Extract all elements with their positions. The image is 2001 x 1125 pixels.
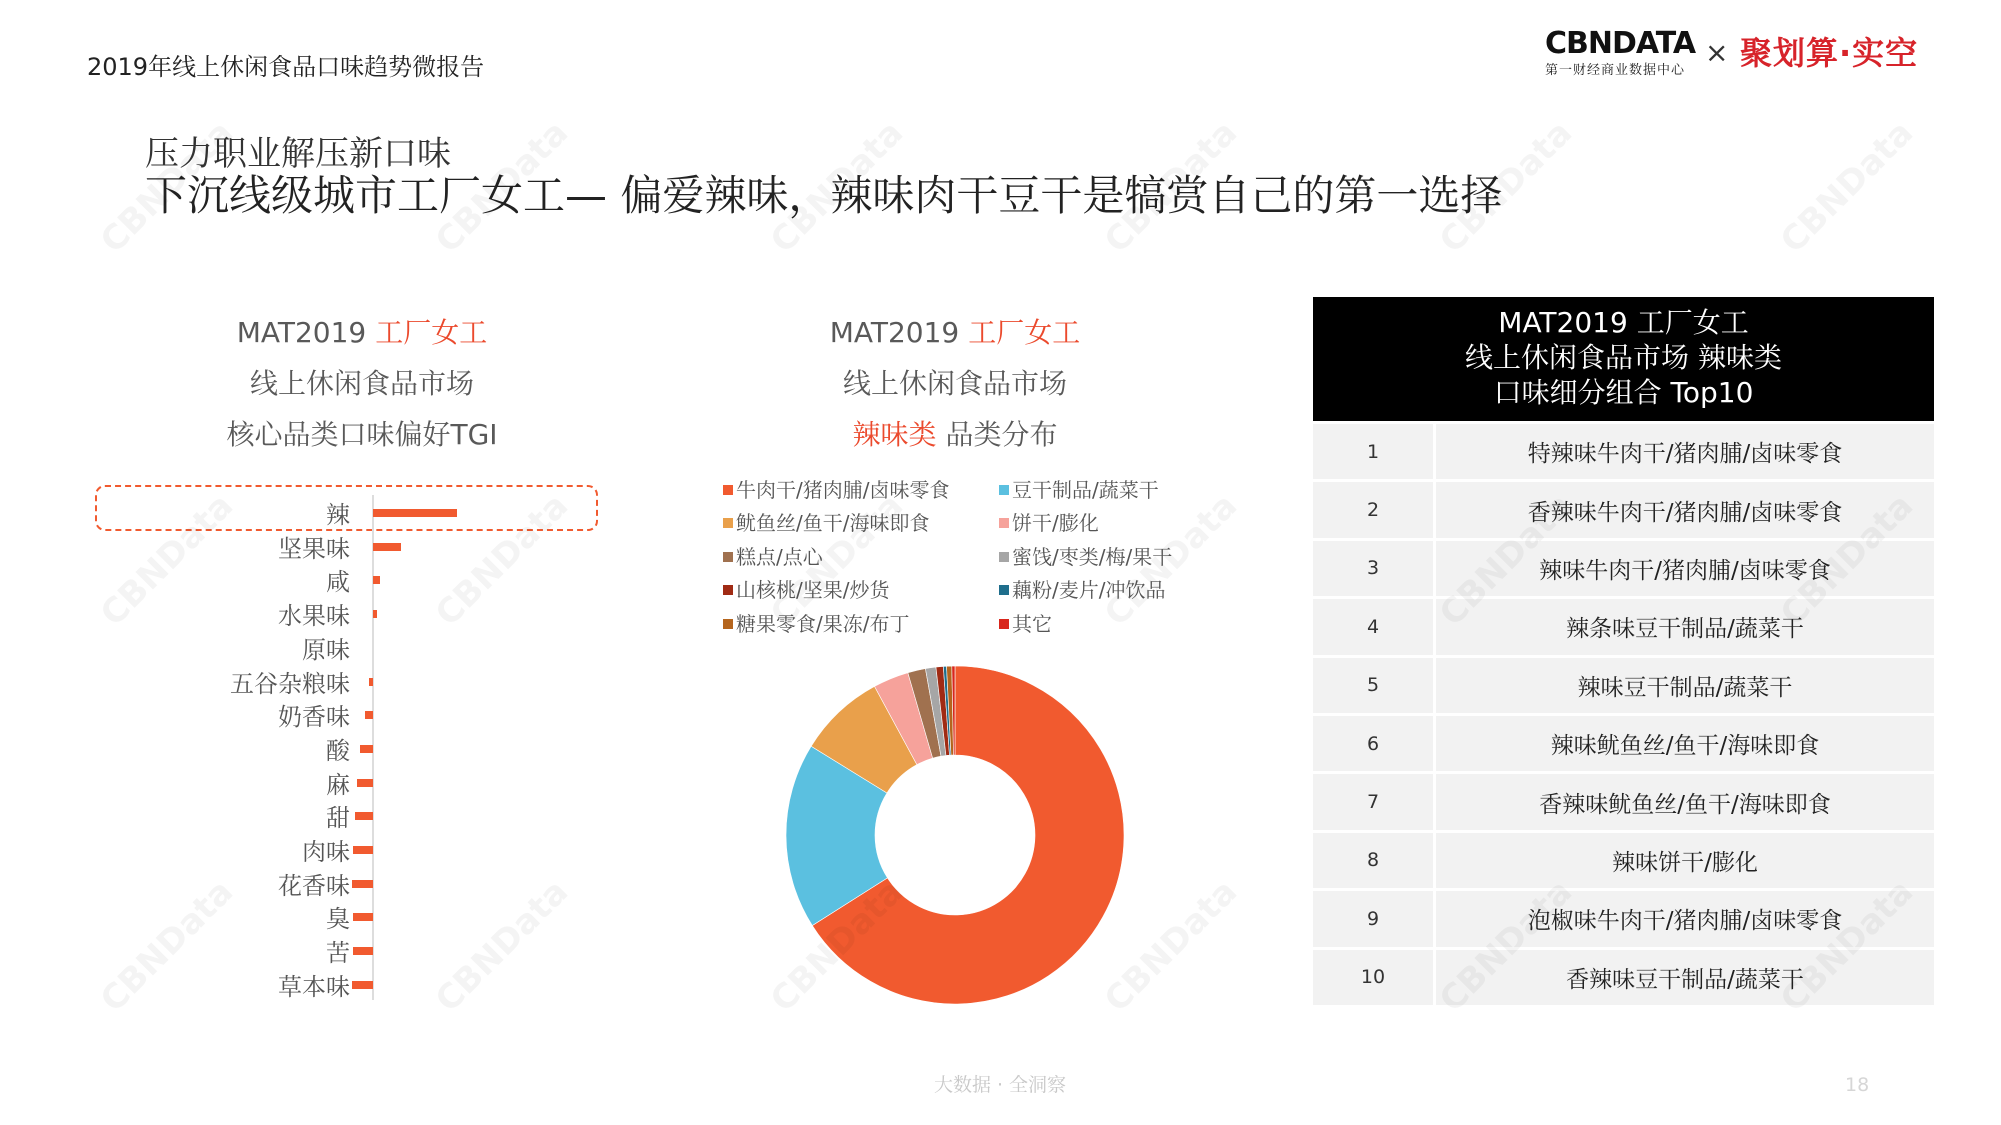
rank-cell: 10 bbox=[1313, 950, 1436, 1005]
legend-item-9 bbox=[723, 607, 999, 641]
legend-item-6 bbox=[999, 540, 1199, 574]
rank-cell: 2 bbox=[1313, 482, 1436, 537]
rank-cell: 9 bbox=[1313, 891, 1436, 946]
table-row bbox=[1313, 538, 1934, 596]
tgi-bar-1 bbox=[373, 509, 457, 517]
legend-swatch-6 bbox=[999, 552, 1009, 562]
item-cell: 辣味饼干/膨化 bbox=[1612, 849, 1758, 876]
item-cell: 辣条味豆干制品/蔬菜干 bbox=[1566, 616, 1804, 643]
watermark bbox=[1773, 113, 1921, 261]
legend-swatch-7 bbox=[723, 585, 733, 595]
rank-cell: 1 bbox=[1313, 424, 1436, 479]
tgi-label-14: 苦 bbox=[326, 939, 350, 968]
legend-item-1 bbox=[723, 473, 999, 507]
donut-legend bbox=[723, 473, 1199, 641]
table-row bbox=[1313, 655, 1934, 713]
table-row bbox=[1313, 888, 1934, 946]
donut-chart bbox=[780, 660, 1130, 1010]
table-row bbox=[1313, 771, 1934, 829]
legend-label-6: 蜜饯/枣类/梅/果干 bbox=[1012, 544, 1173, 569]
item-cell: 香辣味牛肉干/猪肉脯/卤味零食 bbox=[1527, 499, 1843, 526]
heading-kicker: 压力职业解压新口味 bbox=[145, 134, 451, 174]
donut-title-suffix: 品类分布 bbox=[945, 418, 1058, 451]
legend-swatch-3 bbox=[723, 518, 733, 528]
legend-item-8 bbox=[999, 574, 1199, 608]
legend-item-10 bbox=[999, 607, 1199, 641]
table-row bbox=[1313, 421, 1934, 479]
tgi-bar-9 bbox=[357, 779, 372, 787]
cbndata-tagline: 第一财经商业数据中心 bbox=[1545, 63, 1686, 78]
tgi-label-9: 麻 bbox=[326, 770, 350, 799]
tgi-bar-14 bbox=[353, 947, 372, 955]
page-headline: 下沉线级城市工厂女工— 偏爱辣味，辣味肉干豆干是犒赏自己的第一选择 bbox=[145, 171, 1503, 220]
table-row bbox=[1313, 596, 1934, 654]
legend-label-7: 山核桃/坚果/炒货 bbox=[736, 578, 890, 603]
legend-swatch-1 bbox=[723, 485, 733, 495]
legend-item-3 bbox=[723, 507, 999, 541]
tgi-bar-10 bbox=[355, 812, 373, 820]
tgi-label-15: 草本味 bbox=[278, 972, 350, 1001]
item-cell: 泡椒味牛肉干/猪肉脯/卤味零食 bbox=[1527, 908, 1843, 935]
tgi-title-line-1 bbox=[112, 315, 612, 351]
table-row bbox=[1313, 479, 1934, 537]
tgi-label-7: 奶香味 bbox=[278, 703, 350, 732]
rank-cell: 6 bbox=[1313, 716, 1436, 771]
table-row bbox=[1313, 830, 1934, 888]
item-cell: 特辣味牛肉干/猪肉脯/卤味零食 bbox=[1527, 441, 1843, 468]
legend-item-7 bbox=[723, 574, 999, 608]
tgi-bar-4 bbox=[373, 610, 377, 618]
footer-tagline: 大数据 · 全洞察 bbox=[933, 1074, 1067, 1096]
item-cell: 香辣味鱿鱼丝/鱼干/海味即食 bbox=[1539, 791, 1831, 818]
tgi-title-line-2: 线上休闲食品市场 bbox=[249, 367, 474, 400]
donut-title-prefix: MAT2019 bbox=[829, 316, 960, 349]
legend-label-4: 饼干/膨化 bbox=[1012, 511, 1099, 536]
legend-swatch-9 bbox=[723, 619, 733, 629]
tgi-bar-8 bbox=[360, 745, 373, 753]
tgi-label-11: 肉味 bbox=[302, 838, 350, 866]
juhuasuan-logo: 聚划算·实空 bbox=[1740, 34, 1919, 72]
rank-cell: 4 bbox=[1313, 599, 1436, 654]
tgi-label-12: 花香味 bbox=[278, 871, 350, 900]
rank-cell: 5 bbox=[1313, 658, 1436, 713]
tgi-bar-11 bbox=[353, 846, 372, 854]
tgi-bar-chart bbox=[60, 495, 600, 1005]
item-cell: 辣味豆干制品/蔬菜干 bbox=[1577, 674, 1793, 701]
page-number: 18 bbox=[1845, 1074, 1870, 1096]
donut-title-line-3 bbox=[705, 417, 1205, 453]
legend-item-2 bbox=[999, 473, 1199, 507]
tgi-label-1: 辣 bbox=[326, 501, 350, 529]
donut-title-highlight-2: 辣味类 bbox=[852, 418, 937, 451]
legend-swatch-5 bbox=[723, 552, 733, 562]
tgi-title-line-3: 核心品类口味偏好TGI bbox=[226, 418, 498, 451]
tgi-label-3: 咸 bbox=[326, 568, 350, 597]
legend-item-4 bbox=[999, 507, 1199, 541]
tgi-label-6: 五谷杂粮味 bbox=[230, 669, 350, 698]
report-title: 2019年线上休闲食品口味趋势微报告 bbox=[87, 53, 485, 81]
legend-item-5 bbox=[723, 540, 999, 574]
tgi-label-4: 水果味 bbox=[278, 602, 350, 631]
table-header-line-1: MAT2019 工厂女工 bbox=[1498, 306, 1749, 339]
donut-title-line-1 bbox=[705, 315, 1205, 351]
legend-swatch-2 bbox=[999, 485, 1009, 495]
donut-title-highlight: 工厂女工 bbox=[968, 316, 1081, 349]
item-cell: 香辣味豆干制品/蔬菜干 bbox=[1566, 966, 1804, 993]
tgi-label-8: 酸 bbox=[326, 736, 350, 765]
tgi-label-13: 臭 bbox=[326, 905, 350, 934]
tgi-title-highlight: 工厂女工 bbox=[375, 316, 488, 349]
cbndata-logo: CBNDATA bbox=[1545, 26, 1696, 61]
table-row bbox=[1313, 713, 1934, 771]
legend-label-9: 糖果零食/果冻/布丁 bbox=[736, 611, 910, 636]
tgi-bar-13 bbox=[353, 913, 372, 921]
tgi-bar-3 bbox=[373, 576, 381, 584]
legend-label-8: 藕粉/麦片/冲饮品 bbox=[1012, 578, 1166, 603]
logo-separator: × bbox=[1705, 36, 1729, 69]
legend-label-10: 其它 bbox=[1012, 611, 1052, 636]
legend-label-5: 糕点/点心 bbox=[736, 544, 823, 569]
legend-label-2: 豆干制品/蔬菜干 bbox=[1012, 477, 1159, 502]
legend-label-3: 鱿鱼丝/鱼干/海味即食 bbox=[736, 511, 930, 536]
legend-swatch-4 bbox=[999, 518, 1009, 528]
tgi-bar-2 bbox=[373, 543, 401, 551]
tgi-label-2: 坚果味 bbox=[278, 534, 350, 563]
donut-title-line-2: 线上休闲食品市场 bbox=[842, 367, 1067, 400]
rank-cell: 3 bbox=[1313, 541, 1436, 596]
tgi-label-5: 原味 bbox=[302, 635, 350, 664]
legend-label-1: 牛肉干/猪肉脯/卤味零食 bbox=[736, 477, 950, 502]
tgi-bar-7 bbox=[365, 711, 373, 719]
item-cell: 辣味牛肉干/猪肉脯/卤味零食 bbox=[1539, 557, 1831, 584]
table-body bbox=[1313, 421, 1934, 1005]
table-header-line-2: 线上休闲食品市场 辣味类 bbox=[1465, 341, 1782, 374]
tgi-bar-15 bbox=[352, 981, 373, 989]
item-cell: 辣味鱿鱼丝/鱼干/海味即食 bbox=[1550, 733, 1820, 760]
tgi-title-prefix: MAT2019 bbox=[236, 316, 367, 349]
legend-swatch-10 bbox=[999, 619, 1009, 629]
tgi-label-10: 甜 bbox=[326, 804, 350, 833]
rank-cell: 7 bbox=[1313, 774, 1436, 829]
tgi-bar-12 bbox=[352, 880, 373, 888]
table-header-line-3: 口味细分组合 Top10 bbox=[1493, 376, 1754, 409]
rank-cell: 8 bbox=[1313, 833, 1436, 888]
table-row bbox=[1313, 947, 1934, 1005]
legend-swatch-8 bbox=[999, 585, 1009, 595]
tgi-bar-6 bbox=[369, 678, 373, 686]
top10-table bbox=[1313, 297, 1934, 1005]
table-header bbox=[1313, 297, 1934, 421]
